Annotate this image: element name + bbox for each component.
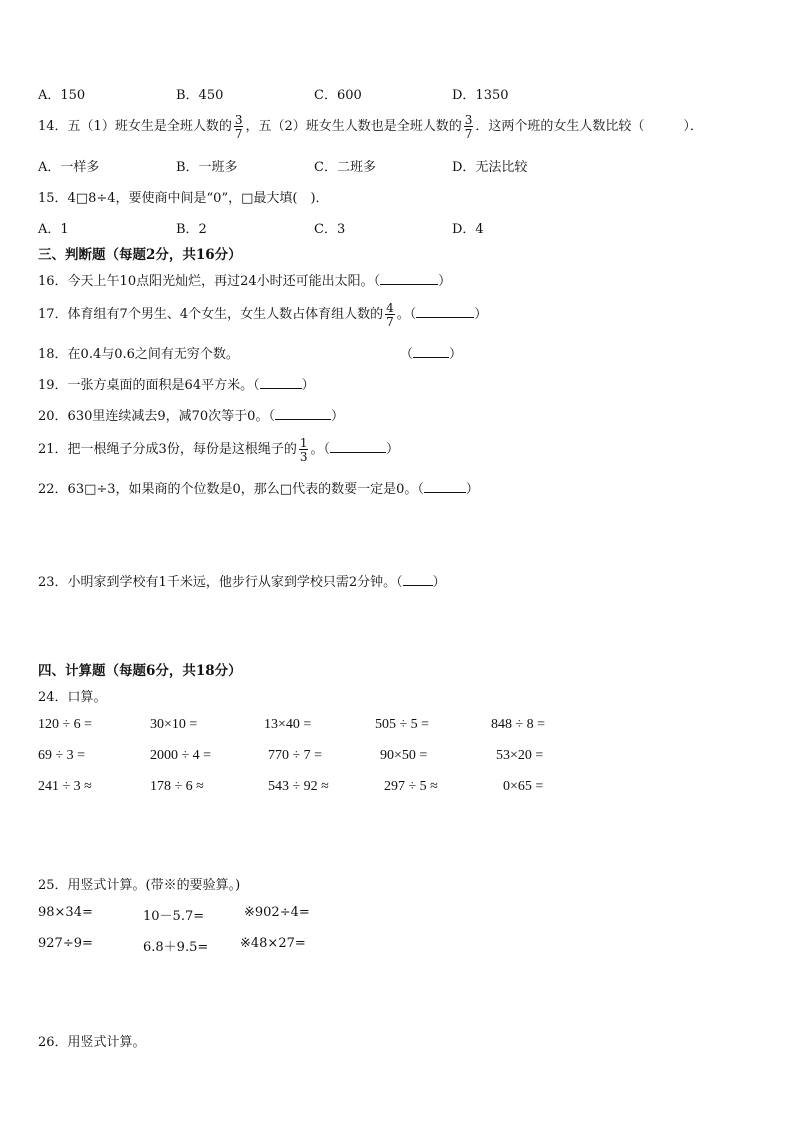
q14-option-b: B．一班多 — [176, 160, 238, 175]
q25-r1-c2: 10－5.7= — [143, 909, 205, 924]
q14-frac1-denominator: 7 — [234, 126, 243, 141]
q17-text: 17．体育组有7个男生、4个女生，女生人数占体育组人数的 — [38, 307, 384, 322]
q14-frac2-numerator: 3 — [464, 112, 473, 127]
q23-close: ） — [432, 575, 446, 590]
q18-close: ） — [449, 347, 463, 362]
question-25-stem: 25．用竖式计算。(带※的要验算。) — [38, 878, 241, 893]
q25-r2-c3: ※48×27= — [240, 936, 306, 951]
q13-option-c: C．600 — [314, 88, 362, 103]
q24-r1-c1: 120 ÷ 6 = — [38, 717, 93, 732]
q25-r2-c1: 927÷9= — [38, 936, 93, 951]
q17-frac-denominator: 7 — [386, 314, 394, 329]
q24-r3-c4: 297 ÷ 5 ≈ — [384, 779, 438, 794]
q19-text: 19．一张方桌面的面积是64平方米。（ — [38, 378, 260, 393]
question-14 — [38, 108, 703, 146]
q16-close: ） — [438, 274, 452, 289]
q20-text: 20．630里连续减去9，减70次等于0。（ — [38, 409, 275, 424]
q14-fraction-2 — [464, 114, 474, 140]
q14-option-c: C．二班多 — [314, 160, 376, 175]
q21-text: 21．把一根绳子分成3份，每份是这根绳子的 — [38, 442, 297, 457]
q24-r1-c3: 13×40 = — [264, 717, 312, 732]
q19-answer-blank[interactable] — [260, 376, 302, 389]
q24-r3-c3: 543 ÷ 92 ≈ — [268, 779, 329, 794]
q18-open: （ — [400, 347, 414, 362]
q24-r2-c1: 69 ÷ 3 = — [38, 748, 86, 763]
question-19 — [38, 374, 315, 393]
question-17 — [38, 296, 487, 334]
q22-close: ） — [465, 482, 479, 497]
question-16 — [38, 270, 451, 289]
q21-answer-blank[interactable] — [330, 440, 386, 453]
q13-option-a: A．150 — [38, 88, 86, 103]
q21-after: 。（ — [310, 442, 330, 457]
q21-frac-numerator: 1 — [299, 435, 308, 450]
q20-close: ） — [330, 409, 344, 424]
q19-close: ） — [301, 378, 315, 393]
q25-r1-c1: 98×34= — [38, 905, 93, 920]
q14-frac2-denominator: 7 — [464, 126, 473, 141]
q16-answer-blank[interactable] — [380, 272, 438, 285]
q24-r2-c2: 2000 ÷ 4 = — [150, 748, 212, 763]
q15-option-a: A．1 — [38, 222, 69, 237]
q17-close: ） — [474, 307, 488, 322]
q20-answer-blank[interactable] — [275, 407, 331, 420]
q14-option-a: A．一样多 — [38, 160, 100, 175]
section-3-title: 三、判断题（每题2分，共16分） — [38, 247, 242, 263]
question-20 — [38, 405, 344, 424]
q15-option-d: D．4 — [452, 222, 484, 237]
q13-option-b: B．450 — [176, 88, 224, 103]
question-24-stem: 24．口算。 — [38, 690, 107, 705]
q21-close: ） — [385, 442, 399, 457]
q14-frac1-numerator: 3 — [234, 112, 243, 127]
q21-fraction — [299, 437, 309, 463]
q13-option-d: D．1350 — [452, 88, 509, 103]
q24-r3-c5: 0×65 = — [503, 779, 544, 794]
q14-fraction-1 — [234, 114, 244, 140]
q16-text: 16．今天上午10点阳光灿烂，再过24小时还可能出太阳。（ — [38, 274, 381, 289]
q24-r3-c1: 241 ÷ 3 ≈ — [38, 779, 92, 794]
q15-option-b: B．2 — [176, 222, 207, 237]
q24-r2-c5: 53×20 = — [496, 748, 544, 763]
q17-fraction — [385, 302, 395, 328]
q21-frac-denominator: 3 — [299, 449, 308, 464]
q17-answer-blank[interactable] — [416, 305, 474, 318]
question-26-stem: 26．用竖式计算。 — [38, 1035, 146, 1050]
question-21 — [38, 431, 399, 469]
q14-mid: ，五（2）班女生人数也是全班人数的 — [245, 119, 462, 134]
question-15: 15．4□8÷4，要使商中间是“0”，□最大填( )． — [38, 191, 329, 206]
q17-frac-numerator: 4 — [386, 300, 394, 315]
q18-answer — [400, 343, 462, 362]
question-23 — [38, 571, 446, 590]
q14-option-d: D．无法比较 — [452, 160, 528, 175]
q22-text: 22．63□÷3，如果商的个位数是0，那么□代表的数要一定是0。（ — [38, 482, 424, 497]
q25-r2-c2: 6.8＋9.5= — [143, 940, 209, 955]
q23-text: 23．小明家到学校有1千米远，他步行从家到学校只需2分钟。（ — [38, 575, 403, 590]
q24-r2-c3: 770 ÷ 7 = — [268, 748, 323, 763]
question-18: 18．在0.4与0.6之间有无穷个数。 — [38, 347, 239, 362]
q24-r1-c4: 505 ÷ 5 = — [375, 717, 430, 732]
question-22 — [38, 478, 479, 497]
q24-r1-c2: 30×10 = — [150, 717, 198, 732]
q14-prefix: 14．五（1）班女生是全班人数的 — [38, 119, 232, 134]
q18-answer-blank[interactable] — [413, 345, 449, 358]
q15-option-c: C．3 — [314, 222, 346, 237]
q23-answer-blank[interactable] — [403, 573, 433, 586]
q25-r1-c3: ※902÷4= — [244, 905, 310, 920]
q24-r1-c5: 848 ÷ 8 = — [491, 717, 546, 732]
q17-after: 。（ — [396, 307, 417, 322]
section-4-title: 四、计算题（每题6分，共18分） — [38, 663, 242, 679]
q24-r2-c4: 90×50 = — [380, 748, 428, 763]
q14-suffix: ．这两个班的女生人数比较（ ）． — [475, 119, 703, 134]
q22-answer-blank[interactable] — [424, 480, 466, 493]
q24-r3-c2: 178 ÷ 6 ≈ — [150, 779, 204, 794]
